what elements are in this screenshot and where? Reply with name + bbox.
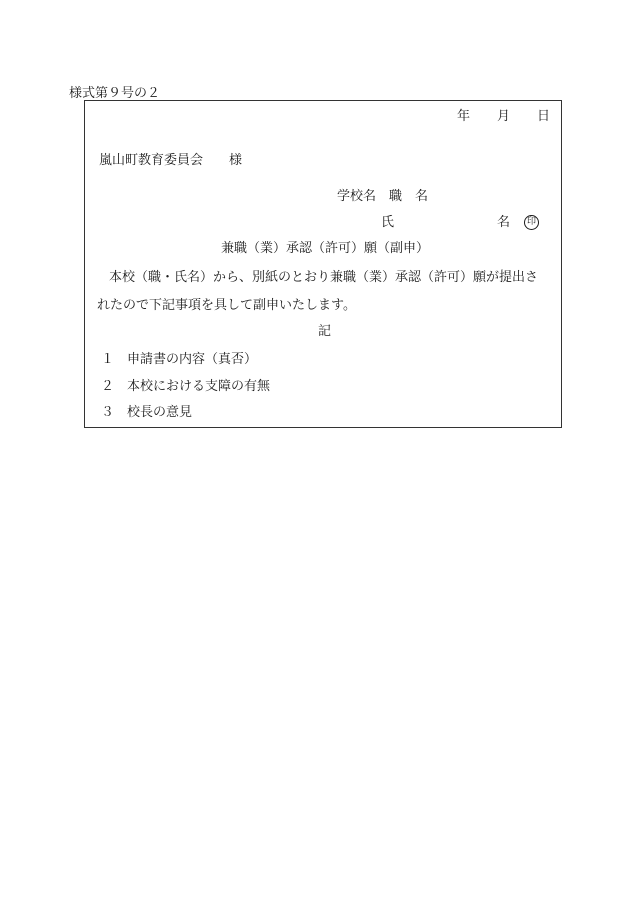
form-number: 様式第９号の２ bbox=[69, 86, 161, 101]
addressee-name: 嵐山町教育委員会 bbox=[99, 153, 204, 168]
body-line-2: れたので下記事項を具して副申いたします。 bbox=[97, 298, 356, 313]
list-item bbox=[101, 353, 257, 366]
seal-icon: 印 bbox=[524, 215, 539, 230]
item-number: ２ bbox=[101, 379, 115, 394]
item-text: 申請書の内容（真否） bbox=[127, 352, 258, 367]
surname-label: 氏 bbox=[381, 215, 395, 230]
date-day-label: 日 bbox=[537, 109, 551, 124]
list-item bbox=[101, 380, 270, 393]
item-text: 校長の意見 bbox=[127, 405, 193, 420]
ki-heading: 記 bbox=[318, 324, 332, 339]
document-title: 兼職（業）承認（許可）願（副申） bbox=[221, 241, 430, 256]
date-year-label: 年 bbox=[457, 109, 471, 124]
seal-mark bbox=[524, 215, 539, 230]
body-line-1: 本校（職・氏名）から、別紙のとおり兼職（業）承認（許可）願が提出さ bbox=[109, 270, 539, 285]
item-number: １ bbox=[101, 352, 115, 367]
item-text: 本校における支障の有無 bbox=[127, 379, 271, 394]
date-month-label: 月 bbox=[497, 109, 511, 124]
addressee bbox=[99, 154, 242, 167]
form-frame bbox=[84, 100, 562, 428]
given-name-label: 名 bbox=[497, 215, 511, 230]
item-number: ３ bbox=[101, 405, 115, 420]
addressee-honorific: 様 bbox=[229, 153, 243, 168]
school-position-label: 学校名 職 名 bbox=[337, 189, 429, 204]
list-item bbox=[101, 406, 192, 419]
